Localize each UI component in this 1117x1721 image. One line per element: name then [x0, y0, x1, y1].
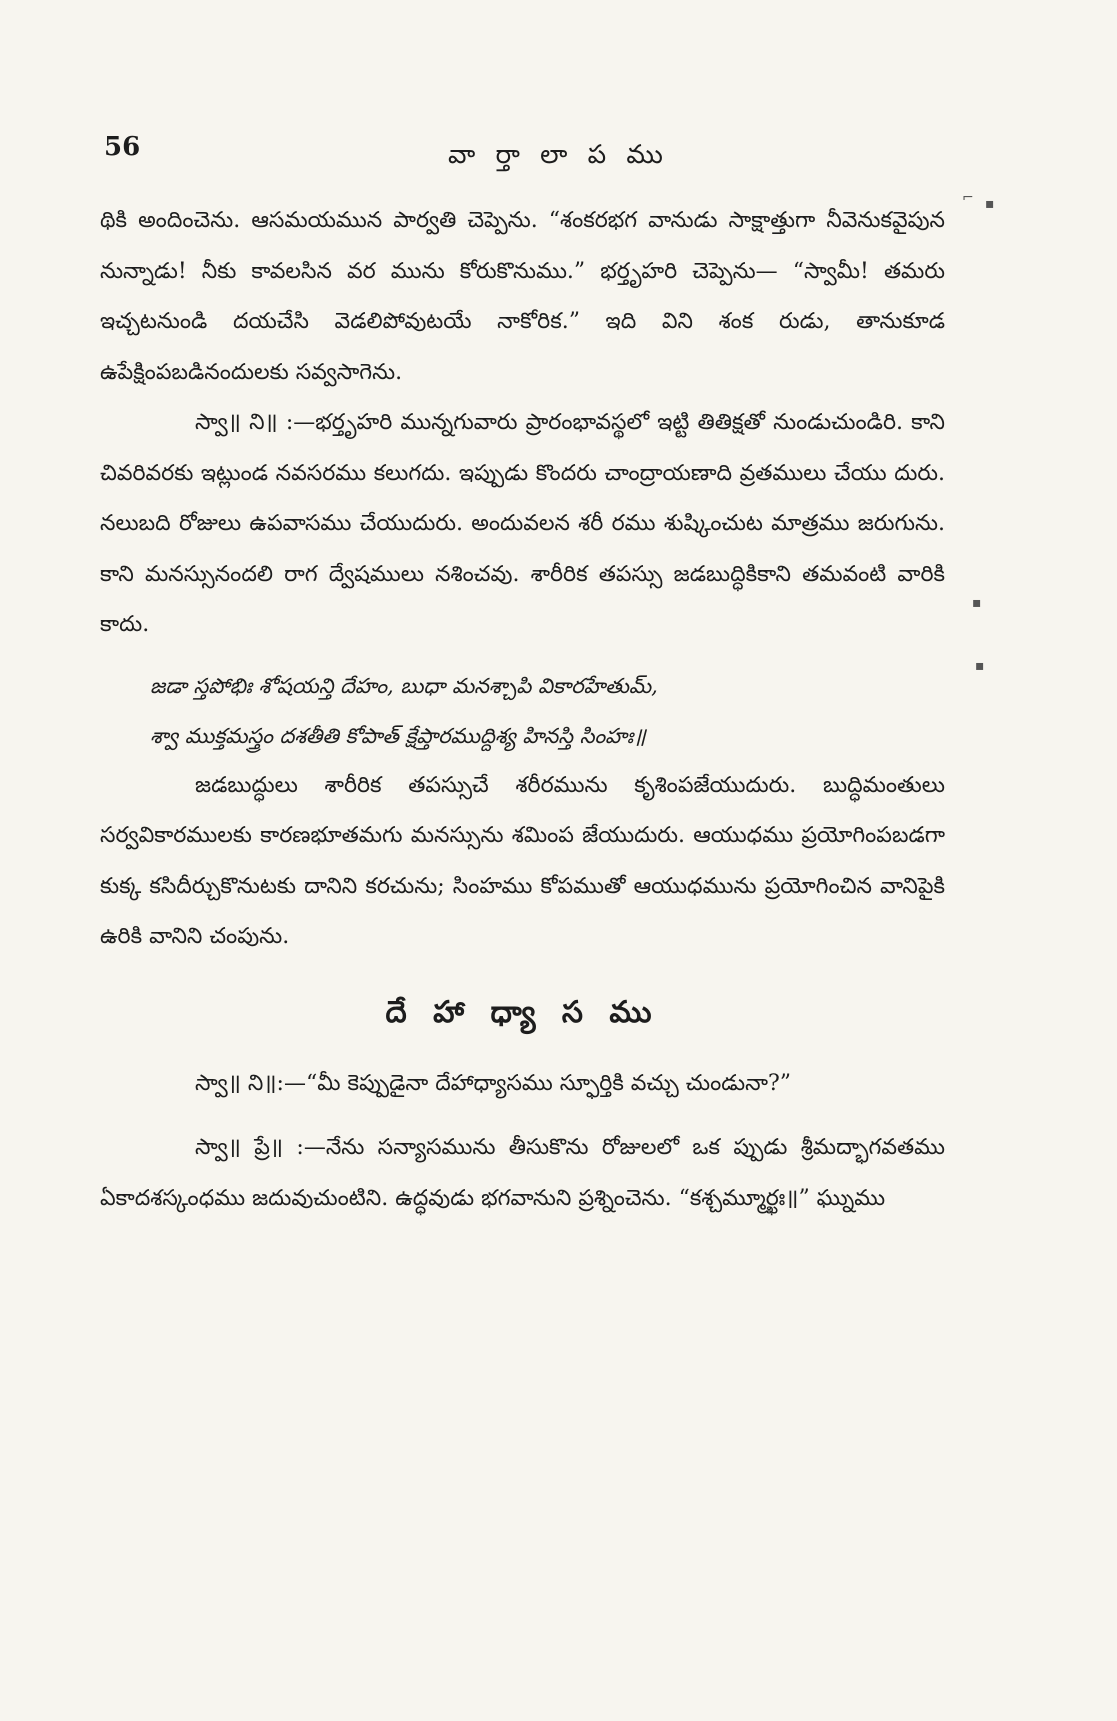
page-body	[100, 196, 945, 1224]
verse-line: జడా స్తపోభిః శోషయన్తి దేహం, బుధా మనశ్చాపి వికారహేతుమ్,	[150, 673, 658, 698]
margin-mark: ▪	[972, 595, 982, 611]
page-number: 56	[104, 132, 141, 162]
margin-mark: ▪	[975, 658, 985, 674]
verse-line: శ్వా ముక్తమస్త్రం దశతీతి కోపాత్ క్షేప్తారముద్దిశ్య హినస్తి సింహః॥	[150, 723, 646, 748]
paragraph: స్వా॥ ని॥ :—భర్తృహరి మున్నగువారు ప్రారంభావస్థలో ఇట్టి తితిక్షతో నుండుచుండిరి. కాని చివరివరకు ఇట్లుండ నవసరము కలుగదు. ఇప్పుడు కొందరు చాంద్రాయణాది వ్రతములు చేయు దురు. నలుబది రోజులు ఉపవాసము చేయుదురు. అందువలన శరీ రము శుష్కించుట మాత్రము జరుగును. కాని మనస్సునందలి రాగ ద్వేషములు నశించవు. శారీరిక తపస్సు జడబుద్ధికికాని తమవంటి వారికి కాదు.	[100, 410, 945, 637]
margin-mark: ▪	[985, 196, 995, 212]
sanskrit-verse	[100, 661, 945, 761]
section-title: దే హా ధ్యా స ము	[385, 994, 660, 1030]
paragraph: థికి అందించెను. ఆసమయమున పార్వతి చెప్పెను. “శంకరభగ వానుడు సాక్షాత్తుగా నీవెనుకవైపున నున్నాడు! నీకు కావలసిన వర మును కోరుకొనుము.” భర్తృహరి చెప్పెను— “స్వామీ! తమరు ఇచ్చటనుండి దయచేసి వెడలిపోవుటయే నాకోరిక.” ఇది విని శంక రుడు, తానుకూడ ఉపేక్షింపబడినందులకు సవ్వసాగెను.	[100, 208, 945, 385]
paragraph: స్వా॥ ని॥:—“మీ కెప్పుడైనా దేహాధ్యాసము స్ఫూర్తికి వచ్చు చుండునా?”	[195, 1070, 792, 1096]
paragraph: జడబుద్ధులు శారీరిక తపస్సుచే శరీరమును కృశింపజేయుదురు. బుద్ధిమంతులు సర్వవికారములకు కారణభూతమగు మనస్సును శమింప జేయుదురు. ఆయుధము ప్రయోగింపబడగా కుక్క కసిదీర్చుకొనుటకు దానిని కరచును; సింహము కోపముతో ఆయుధమును ప్రయోగించిన వానిపైకి ఉరికి వానిని చంపును.	[100, 772, 945, 949]
running-head: వా ర్తా లా ప ము	[448, 140, 669, 170]
margin-mark: ⌐	[962, 190, 974, 206]
paragraph: స్వా॥ ప్రే॥ :—నేను సన్యాసమును తీసుకొను రోజులలో ఒక ప్పుడు శ్రీమద్భాగవతము ఏకాదశస్కంధము జదువుచుంటిని. ఉద్ధవుడు భగవానుని ప్రశ్నించెను. “కశ్చమ్మూర్ఖః॥” ఘ్నుము	[100, 1135, 945, 1211]
